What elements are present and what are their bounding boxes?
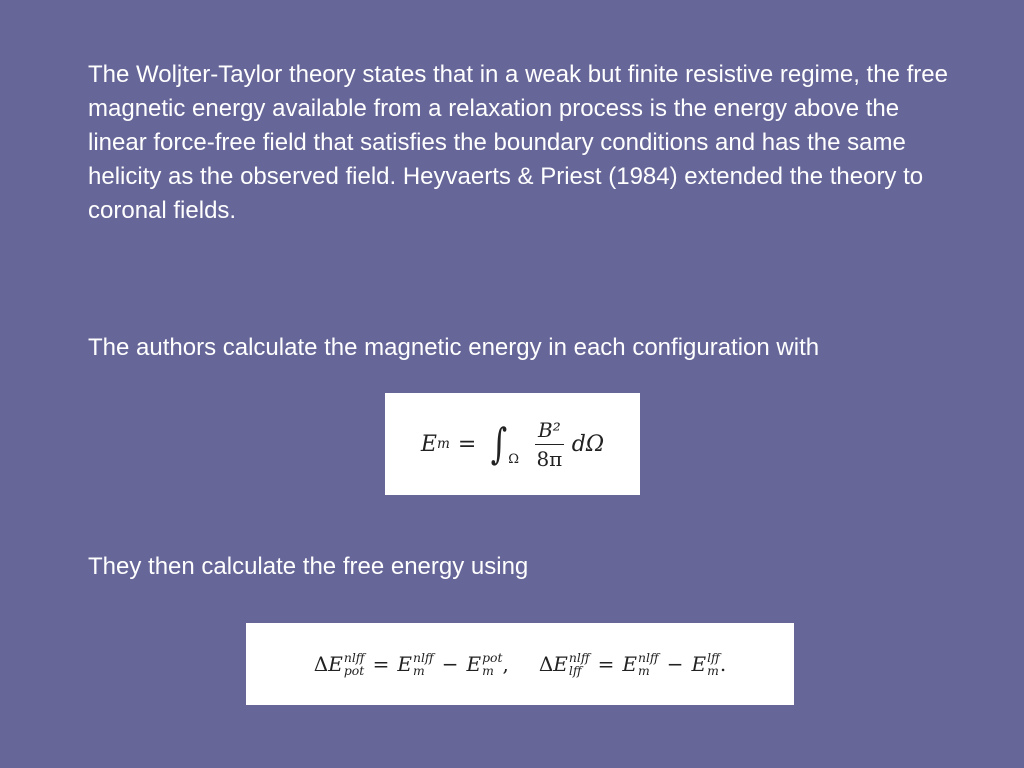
eq2-E-4: E [553,652,568,676]
eq2-delta-1: Δ [313,652,329,676]
fraction-denominator: 8π [536,446,563,471]
subscript: m [412,663,425,678]
subscript: m [482,663,494,678]
eq1-fraction [535,418,564,471]
eq1-differential: dΩ [571,431,605,457]
subscript: m [637,663,650,678]
magnetic-energy-equation [385,393,640,495]
eq2-supsub-2 [413,651,434,677]
eq1-equals: = [457,431,477,457]
eq2-minus-1: − [441,652,459,676]
eq2-E-2: E [397,652,412,676]
paragraph-free-energy: They then calculate the free energy using [88,553,529,580]
paragraph-woltjer-taylor: The Woljter-Taylor theory states that in a weak but finite resistive regime, the free magnetic energy available from a relaxation process is the energy above the linear force-free field that satisfies the boundary conditions and has the same helicity as the observed field. Heyvaerts & Priest (1984) extended the theory to coronal fields. [88,61,948,224]
eq2-E-1: E [328,652,343,676]
eq2-E-3: E [466,652,482,676]
eq2-period: . [719,652,727,676]
integral-domain: Ω [508,452,520,467]
superscript: lff [707,649,720,665]
paragraph-magnetic-energy: The authors calculate the magnetic energy in each configuration with [88,334,820,361]
eq2-E-5: E [622,652,637,676]
superscript: pot [482,649,503,665]
eq2-comma: , [502,652,509,676]
eq2-equals-1: = [372,652,390,676]
fraction-numerator: B² [535,418,564,445]
eq2-equals-2: = [597,652,615,676]
eq2-supsub-5 [638,651,659,677]
eq2-supsub-6 [707,651,720,677]
subscript: m [707,663,719,678]
eq2-supsub-3 [482,651,502,677]
eq1-integral [488,419,520,468]
eq2-supsub-1 [344,651,365,677]
free-energy-equation [246,623,794,705]
superscript: nlff [343,649,365,665]
eq2-minus-2: − [666,652,684,676]
subscript: lff [568,663,582,678]
integral-sign: ∫ [491,419,508,468]
eq2-delta-2: Δ [538,652,554,676]
eq2-supsub-4 [569,651,590,677]
superscript: nlff [637,649,659,665]
superscript: nlff [568,649,590,665]
eq2-E-6: E [691,652,707,676]
superscript: nlff [412,649,434,665]
eq1-lhs-subscript: m [436,436,450,452]
subscript: pot [343,663,365,678]
eq1-lhs-symbol: E [420,431,437,457]
